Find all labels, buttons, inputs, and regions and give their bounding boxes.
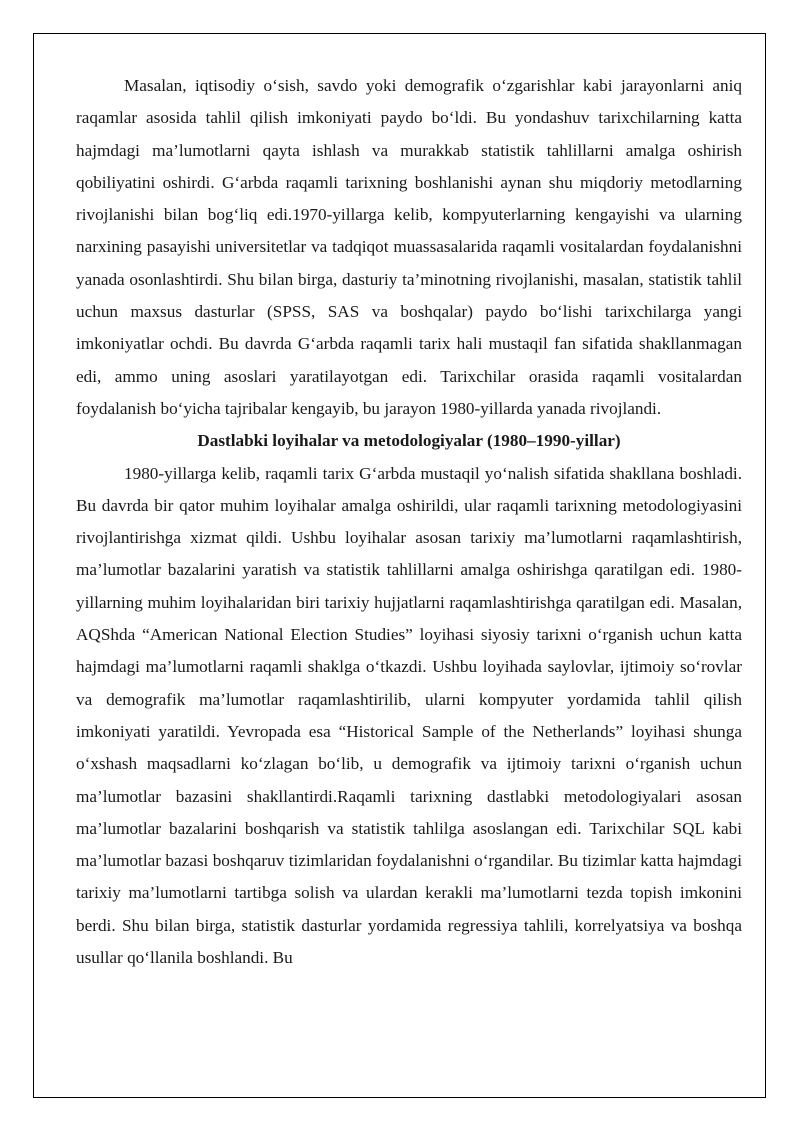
paragraph-2: 1980-yillarga kelib, raqamli tarix G‘arbda mustaqil yo‘nalish sifatida shakllana boshladi. Bu davrda bir qator muhim loyihalar amalga oshirildi, ular raqamli tarixning metodologiyasini rivojlantirishga xizmat qildi. Ushbu loyihalar asosan tarixiy ma’lumotlarni raqamlashtirish, ma’lumotlar bazalarini yaratish va statistik tahlillarni amalga oshirishga qaratilgan edi. 1980-yillarning muhim loyihalaridan biri tarixiy hujjatlarni raqamlashtirishga qaratilgan edi. Masalan, AQShda “American National Election Studies” loyihasi siyosiy tarixni o‘rganish uchun katta hajmdagi ma’lumotlarni raqamli shaklga o‘tkazdi. Ushbu loyihada saylovlar, ijtimoiy so‘rovlar va demografik ma’lumotlar raqamlashtirilib, ularni kompyuter yordamida tahlil qilish imkoniyati yaratildi. Yevropada esa “Historical Sample of the Netherlands” loyihasi shunga o‘xshash maqsadlarni ko‘zlagan bo‘lib, u demografik va ijtimoiy tarixni o‘rganish uchun ma’lumotlar bazasini shakllantirdi.Raqamli tarixning dastlabki metodologiyalari asosan ma’lumotlar bazalarini boshqarish va statistik tahlilga asoslangan edi. Tarixchilar SQL kabi ma’lumotlar bazasi boshqaruv tizimlaridan foydalanishni o‘rgandilar. Bu tizimlar katta hajmdagi tarixiy ma’lumotlarni tartibga solish va ulardan kerakli ma’lumotlarni tezda topish imkonini berdi. Shu bilan birga, statistik dasturlar yordamida regressiya tahlili, korrelyatsiya va boshqa usullar qo‘llanila boshlandi. Bu: [76, 463, 742, 968]
paragraph-1: Masalan, iqtisodiy o‘sish, savdo yoki demografik o‘zgarishlar kabi jarayonlarni aniq raqamlar asosida tahlil qilish imkoniyati paydo bo‘ldi. Bu yondashuv tarixchilarning katta hajmdagi ma’lumotlarni qayta ishlash va murakkab statistik tahlillarni amalga oshirish qobiliyatini oshirdi. G‘arbda raqamli tarixning boshlanishi aynan shu miqdoriy metodlarning rivojlanishi bilan bog‘liq edi.1970-yillarga kelib, kompyuterlarning kengayishi va ularning narxining pasayishi universitetlar va tadqiqot muassasalarida raqamli vositalardan foydalanishni yanada osonlashtirdi. Shu bilan birga, dasturiy ta’minotning rivojlanishi, masalan, statistik tahlil uchun maxsus dasturlar (SPSS, SAS va boshqalar) paydo bo‘lishi tarixchilarga yangi imkoniyatlar ochdi. Bu davrda G‘arbda raqamli tarix hali mustaqil fan sifatida shakllanmagan edi, ammo uning asoslari yaratilayotgan edi. Tarixchilar orasida raqamli vositalardan foydalanish bo‘yicha tajribalar kengayib, bu jarayon 1980-yillarda yanada rivojlandi.: [76, 76, 742, 418]
section-heading: Dastlabki loyihalar va metodologiyalar (1980–1990-yillar): [197, 431, 621, 451]
document-body: [76, 70, 742, 974]
